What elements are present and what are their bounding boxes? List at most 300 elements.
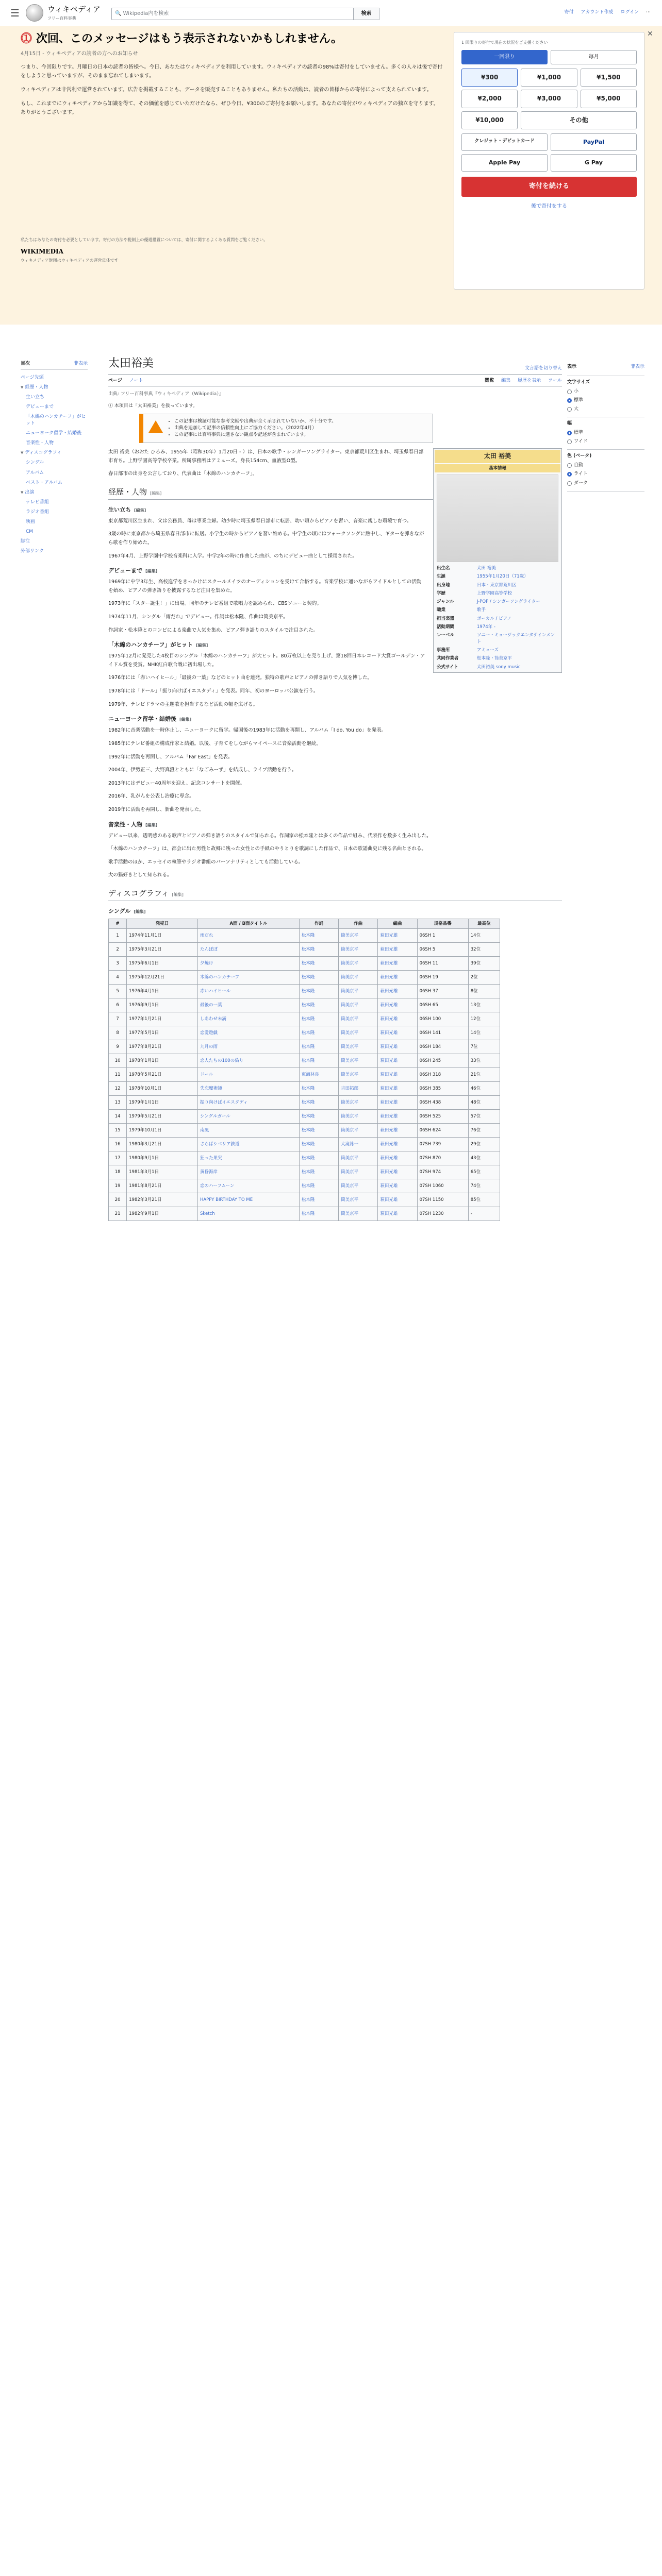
table-cell[interactable]: 萩田光雄 [378, 1151, 417, 1165]
table-cell: 06SH 624 [417, 1124, 468, 1138]
table-cell[interactable]: しあわせ未満 [197, 1012, 299, 1026]
infobox [433, 448, 562, 673]
article-content [108, 355, 562, 1221]
section-heading: 経歴・人物 [編集] [108, 487, 562, 500]
body-paragraph: 1973年に「スター誕生！」に出場。同年のテレビ番組で歌唱力を認められ、CBSソニーと契約。 [108, 601, 322, 607]
table-cell[interactable]: 萩田光雄 [378, 1026, 417, 1040]
table-cell: 1976年4月1日 [127, 985, 198, 998]
wikipedia-globe-icon [26, 4, 43, 22]
table-cell[interactable]: 萩田光雄 [378, 998, 417, 1012]
width-option[interactable]: 標準 [567, 429, 644, 437]
table-cell: 21位 [468, 1068, 500, 1082]
table-cell[interactable]: 松本隆 [299, 1151, 338, 1165]
infobox-value[interactable]: 松本隆・筒美京平 [477, 656, 512, 662]
table-cell: 1981年8月21日 [127, 1179, 198, 1193]
amount-option[interactable]: ¥5,000 [581, 90, 637, 108]
table-cell[interactable]: 松本隆 [299, 1138, 338, 1151]
donation-footer: 私たちはあなたの寄付を必要としています。寄付の方法や税制上の優遇措置については、寄付に関するよくある質問をご覧ください。 WIKIMEDIA ウィキメディア財団はウィキペディアの運営母体です [21, 237, 443, 264]
donate-continue-button[interactable]: 寄付を続ける [461, 177, 637, 197]
amount-option[interactable]: ¥300 [461, 69, 518, 87]
table-row [109, 1068, 500, 1082]
table-cell: 07SH 870 [417, 1151, 468, 1165]
table-cell: 06SH 19 [417, 971, 468, 985]
table-cell: 06SH 385 [417, 1082, 468, 1096]
site-title: ウィキペディア [47, 5, 101, 14]
table-cell[interactable]: 筒美京平 [339, 929, 378, 943]
page-tabs [108, 378, 562, 387]
table-cell: 18 [109, 1165, 127, 1179]
site-subtitle: フリー百科事典 [47, 16, 76, 21]
table-cell: 13 [109, 1096, 127, 1110]
singles-table [108, 919, 500, 1221]
text-size-option[interactable]: 標準 [567, 396, 644, 405]
create-account-link[interactable]: アカウント作成 [581, 10, 614, 15]
table-cell[interactable]: 萩田光雄 [378, 1138, 417, 1151]
tab-tools[interactable]: ツール [548, 378, 562, 383]
infobox-key: 生誕 [437, 574, 446, 580]
table-cell[interactable]: 萩田光雄 [378, 1165, 417, 1179]
table-cell: 06SH 245 [417, 1054, 468, 1068]
table-cell: 12 [109, 1082, 127, 1096]
table-cell: 48位 [468, 1096, 500, 1110]
table-cell[interactable]: 松本隆 [299, 1124, 338, 1138]
tab-history[interactable]: 履歴を表示 [518, 378, 541, 383]
table-cell: 21 [109, 1207, 127, 1221]
table-cell: 1976年9月1日 [127, 998, 198, 1012]
table-cell: 1982年9月1日 [127, 1207, 198, 1221]
infobox-value[interactable]: ソニー・ミュージックエンタテインメント [477, 633, 555, 645]
table-cell: 3 [109, 957, 127, 971]
table-row [109, 943, 500, 957]
table-cell[interactable]: 筒美京平 [339, 1040, 378, 1054]
edit-link[interactable]: [編集] [134, 909, 146, 914]
table-cell[interactable]: 松本隆 [299, 1193, 338, 1207]
table-cell: 8 [109, 1026, 127, 1040]
table-cell[interactable]: 筒美京平 [339, 985, 378, 998]
freq-monthly-button[interactable]: 毎月 [551, 50, 637, 65]
table-cell[interactable]: シングルガール [197, 1110, 299, 1124]
infobox-key: 公式サイト [437, 664, 458, 670]
table-cell[interactable]: 筒美京平 [339, 1026, 378, 1040]
table-row [109, 957, 500, 971]
table-cell[interactable]: 狂った果実 [197, 1151, 299, 1165]
table-row [109, 998, 500, 1012]
infobox-key: ジャンル [437, 599, 454, 605]
color-option[interactable]: 自動 [567, 461, 644, 470]
table-cell[interactable]: 松本隆 [299, 929, 338, 943]
table-cell: 06SH 318 [417, 1068, 468, 1082]
body-paragraph: 3歳の時に東京都から埼玉県春日部市に転居。小学生の時からピアノを習い始める。中学生の頃にはフォークソングに熱中し、ギターを弾きながら歌を作り始めた。 [108, 531, 424, 546]
amount-option[interactable]: ¥1,000 [521, 69, 577, 87]
table-cell[interactable]: 松本隆 [299, 1110, 338, 1124]
table-cell[interactable]: 赤いハイヒール [197, 985, 299, 998]
table-cell[interactable]: 松本隆 [299, 1165, 338, 1179]
search-input[interactable]: 🔍 Wikipedia内を検索 [111, 8, 354, 20]
table-cell[interactable]: 萩田光雄 [378, 1207, 417, 1221]
notice-item: • この記事は検証可能な参考文献や出典が全く示されていないか、不十分です。 [174, 418, 336, 425]
edit-link[interactable]: [編集] [196, 643, 208, 648]
toc-item[interactable]: ラジオ番組 [26, 509, 49, 515]
table-cell[interactable]: 萩田光雄 [378, 1096, 417, 1110]
text-size-option[interactable]: 小 [567, 387, 644, 396]
table-cell[interactable]: 木綿のハンカチーフ [197, 971, 299, 985]
table-cell[interactable]: 振り向けばイエスタディ [197, 1096, 299, 1110]
toc-item[interactable]: CM [26, 529, 34, 534]
chevron-down-icon[interactable]: ▼ [21, 451, 24, 455]
body-paragraph: 1969年に中学3年生、高校進学をきっかけにスクールメイツのオーディションを受けて合格する。音楽学校に通いながらアイドルとしての活動を始め、ピアノの弾き語りを披露するなど注目を集めた。 [108, 579, 422, 594]
infobox-row [435, 623, 560, 631]
amount-option[interactable]: ¥1,500 [581, 69, 637, 87]
infobox-key: 職業 [437, 607, 446, 613]
table-cell: 16 [109, 1138, 127, 1151]
close-icon[interactable]: ✕ [647, 30, 653, 38]
table-cell: 14位 [468, 1026, 500, 1040]
table-cell: 06SH 1 [417, 929, 468, 943]
table-cell: 1 [109, 929, 127, 943]
toc-item[interactable]: ▼ 経歴・人物 [21, 385, 48, 391]
table-cell: 7位 [468, 1040, 500, 1054]
table-header: 最高位 [468, 919, 500, 928]
amount-option[interactable]: ¥2,000 [461, 90, 518, 108]
table-cell[interactable]: 恋愛遊戯 [197, 1026, 299, 1040]
table-cell[interactable]: 萩田光雄 [378, 1193, 417, 1207]
table-cell[interactable]: さらばシベリア鉄道 [197, 1138, 299, 1151]
notice-item: • 出典を追加して記事の信頼性向上にご協力ください。（2022年4月） [174, 425, 336, 432]
toc-item[interactable]: 映画 [26, 519, 36, 524]
donation-paragraph: もし、これまでにウィキペディアから知識を得て、その価値を感じていただけたなら、ぜひ今日、¥300のご寄付をお願いします。あなたの寄付がウィキペディアの独立を守ります。ありがとうございます。 [21, 101, 439, 116]
pay-gpay-button[interactable]: G Pay [551, 154, 637, 172]
text-size-label: 文字サイズ [567, 380, 590, 385]
table-cell[interactable]: 筒美京平 [339, 1165, 378, 1179]
table-cell[interactable]: 吉田拓郎 [339, 1082, 378, 1096]
toc-item[interactable]: 生い立ち [26, 395, 45, 400]
table-cell: 07SH 739 [417, 1138, 468, 1151]
table-cell: 39位 [468, 957, 500, 971]
body-paragraph: 2016年、乳がんを公表し治療に専念。 [108, 793, 194, 800]
chevron-down-icon[interactable]: ▼ [21, 490, 24, 495]
lead-paragraph: 春日部市の出身を公言しており、代表曲は「木綿のハンカチーフ」。 [108, 471, 258, 477]
body-paragraph: デビュー以来、透明感のある歌声とピアノの弾き語りのスタイルで知られる。作詞家の松本隆とは多くの作品で組み、代表作を数多く生み出した。 [108, 833, 432, 839]
toc-item[interactable]: デビューまで [26, 404, 54, 410]
table-cell[interactable]: 筒美京平 [339, 943, 378, 957]
infobox-value[interactable]: アミューズ [477, 648, 499, 653]
width-option[interactable]: ワイド [567, 437, 644, 446]
table-cell[interactable]: 筒美京平 [339, 1193, 378, 1207]
donation-message [21, 31, 443, 122]
freq-once-button[interactable]: 一回限り [461, 50, 548, 65]
table-cell: 20 [109, 1193, 127, 1207]
table-cell[interactable]: 萩田光雄 [378, 1054, 417, 1068]
table-cell[interactable]: 萩田光雄 [378, 1068, 417, 1082]
infobox-key: 学歴 [437, 590, 446, 596]
site-logo[interactable] [26, 4, 101, 22]
table-row [109, 1193, 500, 1207]
table-cell[interactable]: 萩田光雄 [378, 943, 417, 957]
table-cell[interactable]: 筒美京平 [339, 1207, 378, 1221]
body-paragraph: 1985年にテレビ番組の構成作家と結婚。以後、子育てをしながらマイペースに音楽活動を継続。 [108, 740, 321, 747]
table-cell: 06SH 65 [417, 998, 468, 1012]
table-row [109, 1054, 500, 1068]
table-cell[interactable]: 萩田光雄 [378, 985, 417, 998]
table-row [109, 1096, 500, 1110]
table-cell[interactable]: 筒美京平 [339, 1096, 378, 1110]
infobox-value[interactable]: 1955年1月20日（71歳） [477, 574, 528, 580]
language-switcher[interactable]: 文言語を切り替え [524, 365, 562, 371]
notice-item: • この記事には百科事典に適さない観点や記述が含まれています。 [174, 432, 336, 438]
tab-edit[interactable]: 編集 [501, 378, 511, 383]
table-cell[interactable]: 萩田光雄 [378, 1012, 417, 1026]
infobox-key: 事務所 [437, 648, 450, 653]
table-cell[interactable]: 筒美京平 [339, 1110, 378, 1124]
table-cell: 06SH 184 [417, 1040, 468, 1054]
table-cell[interactable]: 雨だれ [197, 929, 299, 943]
table-cell: 06SH 525 [417, 1110, 468, 1124]
table-cell: 14位 [468, 929, 500, 943]
table-row [109, 1151, 500, 1165]
body-paragraph: 1974年11月、シングル「雨だれ」でデビュー。作詞は松本隆、作曲は筒美京平。 [108, 614, 288, 620]
table-cell[interactable]: 筒美京平 [339, 998, 378, 1012]
infobox-key: 担当楽器 [437, 616, 455, 621]
amount-option[interactable]: ¥10,000 [461, 111, 518, 129]
table-cell[interactable]: 夕焼け [197, 957, 299, 971]
amount-option[interactable]: その他 [521, 111, 637, 129]
infobox-value[interactable]: 太田裕美 sony music [477, 664, 521, 670]
table-cell: 1977年5月1日 [127, 1026, 198, 1040]
table-cell[interactable]: 松本隆 [299, 1179, 338, 1193]
table-row [109, 1207, 500, 1221]
table-cell: 1975年12月21日 [127, 971, 198, 985]
chevron-down-icon[interactable]: ▼ [21, 385, 24, 390]
table-cell[interactable]: 萩田光雄 [378, 971, 417, 985]
login-link[interactable]: ログイン [620, 10, 639, 15]
infobox-value[interactable]: 上野学園高等学校 [477, 590, 512, 596]
table-header: 作曲 [339, 919, 378, 928]
table-cell[interactable]: 筒美京平 [339, 1124, 378, 1138]
table-cell[interactable]: 萩田光雄 [378, 1040, 417, 1054]
table-cell[interactable]: 萩田光雄 [378, 929, 417, 943]
subsection-heading: デビューまで [編集] [108, 567, 158, 574]
donation-date: 4月15日 - ウィキペディアの読者の方へのお知らせ [21, 50, 138, 57]
infobox-value[interactable]: J-POP / シンガーソングライター [477, 599, 541, 605]
table-row [109, 1138, 500, 1151]
table-cell: 06SH 100 [417, 1012, 468, 1026]
table-cell: 4 [109, 971, 127, 985]
table-cell[interactable]: 松本隆 [299, 1012, 338, 1026]
body-paragraph: 1967年4月、上野学園中学校音楽科に入学。中学2年の時に作曲した曲が、のちにデビュー曲として採用された。 [108, 553, 357, 559]
tab-talk[interactable]: ノート [129, 378, 143, 383]
table-cell[interactable]: 大滝詠一 [339, 1138, 378, 1151]
table-cell[interactable]: たんぽぽ [197, 943, 299, 957]
toc-item[interactable]: 音楽性・人物 [26, 440, 54, 446]
pay-paypal-button[interactable]: PayPal [551, 133, 637, 151]
table-row [109, 1110, 500, 1124]
table-cell[interactable]: 筒美京平 [339, 1151, 378, 1165]
table-cell[interactable]: 松本隆 [299, 1096, 338, 1110]
table-cell: 1980年3月21日 [127, 1138, 198, 1151]
infobox-key: 活動期間 [437, 624, 455, 630]
info-icon: ⓵ [21, 32, 32, 45]
section-heading: ディスコグラフィ [編集] [108, 888, 562, 901]
color-option[interactable]: ダーク [567, 479, 644, 488]
subsection-heading: ニューヨーク留学・結婚後 [編集] [108, 716, 192, 723]
table-cell: 06SH 37 [417, 985, 468, 998]
edit-link[interactable]: [編集] [145, 569, 158, 574]
table-cell[interactable]: 恋のハーフムーン [197, 1179, 299, 1193]
more-icon[interactable]: ⋯ [646, 10, 651, 15]
table-cell[interactable]: 萩田光雄 [378, 1179, 417, 1193]
table-cell[interactable]: 東海林良 [299, 1068, 338, 1082]
table-cell[interactable]: 松本隆 [299, 998, 338, 1012]
table-cell[interactable]: 松本隆 [299, 985, 338, 998]
table-row [109, 1026, 500, 1040]
color-option[interactable]: ライト [567, 470, 644, 479]
table-cell[interactable]: 筒美京平 [339, 1054, 378, 1068]
infobox-section: 基本情報 [435, 464, 560, 472]
edit-link[interactable]: [編集] [179, 717, 192, 722]
hide-toc-button[interactable]: 非表示 [73, 361, 88, 366]
table-cell: 1978年5月21日 [127, 1068, 198, 1082]
width-label: 幅 [567, 421, 572, 427]
edit-link[interactable]: [編集] [150, 491, 162, 496]
table-cell[interactable]: 九月の雨 [197, 1040, 299, 1054]
edit-link[interactable]: [編集] [145, 822, 158, 827]
table-row [109, 1165, 500, 1179]
search-form [111, 8, 379, 20]
table-cell: 12位 [468, 1012, 500, 1026]
donate-link[interactable]: 寄付 [564, 10, 574, 15]
table-cell[interactable]: 萩田光雄 [378, 957, 417, 971]
infobox-row [435, 631, 560, 646]
donate-later-link[interactable]: 後で寄付をする [531, 203, 567, 209]
table-cell: 32位 [468, 943, 500, 957]
table-row [109, 1012, 500, 1026]
table-cell[interactable]: 筒美京平 [339, 1012, 378, 1026]
table-cell[interactable]: 萩田光雄 [378, 1124, 417, 1138]
table-cell[interactable]: 黄昏海岸 [197, 1165, 299, 1179]
table-of-contents [21, 361, 88, 556]
search-icon: 🔍 [115, 10, 123, 16]
infobox-key: 出身地 [437, 582, 450, 588]
infobox-row [435, 598, 560, 606]
table-cell[interactable]: 失恋魔術師 [197, 1082, 299, 1096]
toc-item[interactable]: 外部リンク [21, 548, 44, 554]
edit-link[interactable]: [編集] [134, 507, 146, 513]
table-row [109, 1124, 500, 1138]
toc-item[interactable]: アルバム [26, 470, 44, 476]
donation-paragraph: ウィキペディアは非営利で運営されています。広告を掲載することも、データを販売することもありません。私たちの活動は、読者の皆様からの寄付によって支えられています。 [21, 87, 432, 93]
form-note: 1 回限りの寄付で現在の状況をご支援ください [461, 40, 548, 45]
table-cell: 2 [109, 943, 127, 957]
table-row [109, 971, 500, 985]
table-cell: 15 [109, 1124, 127, 1138]
table-cell[interactable]: 松本隆 [299, 957, 338, 971]
table-cell[interactable]: 松本隆 [299, 1040, 338, 1054]
table-cell: 1980年9月1日 [127, 1151, 198, 1165]
table-cell[interactable]: HAPPY BIRTHDAY TO ME [197, 1193, 299, 1207]
table-cell: 2位 [468, 971, 500, 985]
infobox-value[interactable]: 歌手 [477, 607, 486, 613]
toc-item[interactable]: 「木綿のハンカチーフ」がヒット [26, 414, 86, 427]
toc-item[interactable]: ▼ 出演 [21, 489, 35, 495]
table-row [109, 1082, 500, 1096]
table-cell: 29位 [468, 1138, 500, 1151]
edit-link[interactable]: [編集] [172, 892, 184, 897]
info-icon: ⓘ [108, 403, 114, 409]
table-cell: 46位 [468, 1082, 500, 1096]
table-cell: 17 [109, 1151, 127, 1165]
table-cell[interactable]: 松本隆 [299, 1207, 338, 1221]
table-cell: 76位 [468, 1124, 500, 1138]
table-cell[interactable]: 萩田光雄 [378, 1110, 417, 1124]
toc-item[interactable]: ベスト・アルバム [26, 480, 63, 485]
amount-option[interactable]: ¥3,000 [521, 90, 577, 108]
table-cell[interactable]: 筒美京平 [339, 971, 378, 985]
appearance-title: 表示 [567, 364, 577, 369]
body-paragraph: 2019年に活動を再開し、新曲を発表した。 [108, 807, 204, 813]
table-cell[interactable]: 松本隆 [299, 1082, 338, 1096]
search-button[interactable]: 検索 [354, 8, 379, 20]
hide-appearance-button[interactable]: 非表示 [630, 364, 644, 369]
infobox-row [435, 606, 560, 614]
pay-applepay-button[interactable]: Apple Pay [461, 154, 548, 172]
table-cell[interactable]: 筒美京平 [339, 957, 378, 971]
table-cell[interactable]: 松本隆 [299, 1026, 338, 1040]
table-cell[interactable]: 松本隆 [299, 943, 338, 957]
infobox-value[interactable]: ボーカル / ピアノ [477, 616, 511, 621]
infobox-key: 共同作業者 [437, 656, 459, 662]
table-cell[interactable]: ドール [197, 1068, 299, 1082]
toc-item-top[interactable]: ページ先頭 [21, 375, 44, 381]
tab-read[interactable]: 閲覧 [485, 378, 494, 383]
table-cell: 1979年1月1日 [127, 1096, 198, 1110]
body-paragraph: 1979年、テレビドラマの主題歌を担当するなど活動の幅を広げる。 [108, 701, 258, 707]
table-cell[interactable]: 萩田光雄 [378, 1082, 417, 1096]
table-cell[interactable]: 松本隆 [299, 971, 338, 985]
toc-item[interactable]: 脚注 [21, 538, 30, 544]
main-menu-icon[interactable]: ☰ [10, 6, 20, 19]
table-cell: 07SH 1230 [417, 1207, 468, 1221]
body-paragraph: 東京都荒川区生まれ、父は公務員、母は専業主婦。幼少時に埼玉県春日部市に転居、幼い頃からピアノを習い、音楽に親しむ環境で育つ。 [108, 518, 412, 524]
table-cell[interactable]: Sketch [197, 1207, 299, 1221]
table-cell: 10 [109, 1054, 127, 1068]
toc-item[interactable]: ▼ ディスコグラフィ [21, 450, 61, 456]
toc-item[interactable]: ニューヨーク留学・結婚後 [26, 431, 82, 436]
table-cell: 85位 [468, 1193, 500, 1207]
pay-card-button[interactable]: クレジット・デビットカード [461, 133, 548, 151]
infobox-value[interactable]: 日本・東京都荒川区 [477, 582, 517, 588]
table-cell[interactable]: 筒美京平 [339, 1179, 378, 1193]
toc-item[interactable]: テレビ番組 [26, 499, 49, 505]
table-cell[interactable]: 南風 [197, 1124, 299, 1138]
table-cell[interactable]: 筒美京平 [339, 1068, 378, 1082]
table-cell[interactable]: 恋人たちの100の偽り [197, 1054, 299, 1068]
header-links [565, 9, 651, 16]
table-cell[interactable]: 松本隆 [299, 1054, 338, 1068]
donation-form [454, 32, 644, 290]
subsection-heading: シングル [編集] [108, 907, 146, 914]
table-row [109, 1179, 500, 1193]
toc-item[interactable]: シングル [26, 460, 44, 466]
maintenance-notice [139, 414, 433, 443]
text-size-option[interactable]: 大 [567, 405, 644, 414]
body-paragraph: 1982年に音楽活動を一時休止し、ニューヨークに留学。帰国後の1983年に活動を再開し、アルバム「I do, You do」を発表。 [108, 727, 387, 734]
table-cell: 57位 [468, 1110, 500, 1124]
infobox-value[interactable]: 太田 裕美 [477, 565, 496, 571]
table-cell: 1975年3月21日 [127, 943, 198, 957]
table-cell[interactable]: 最後の一葉 [197, 998, 299, 1012]
tab-page[interactable]: ページ [108, 378, 122, 383]
infobox-value[interactable]: 1974年 - [477, 624, 495, 630]
